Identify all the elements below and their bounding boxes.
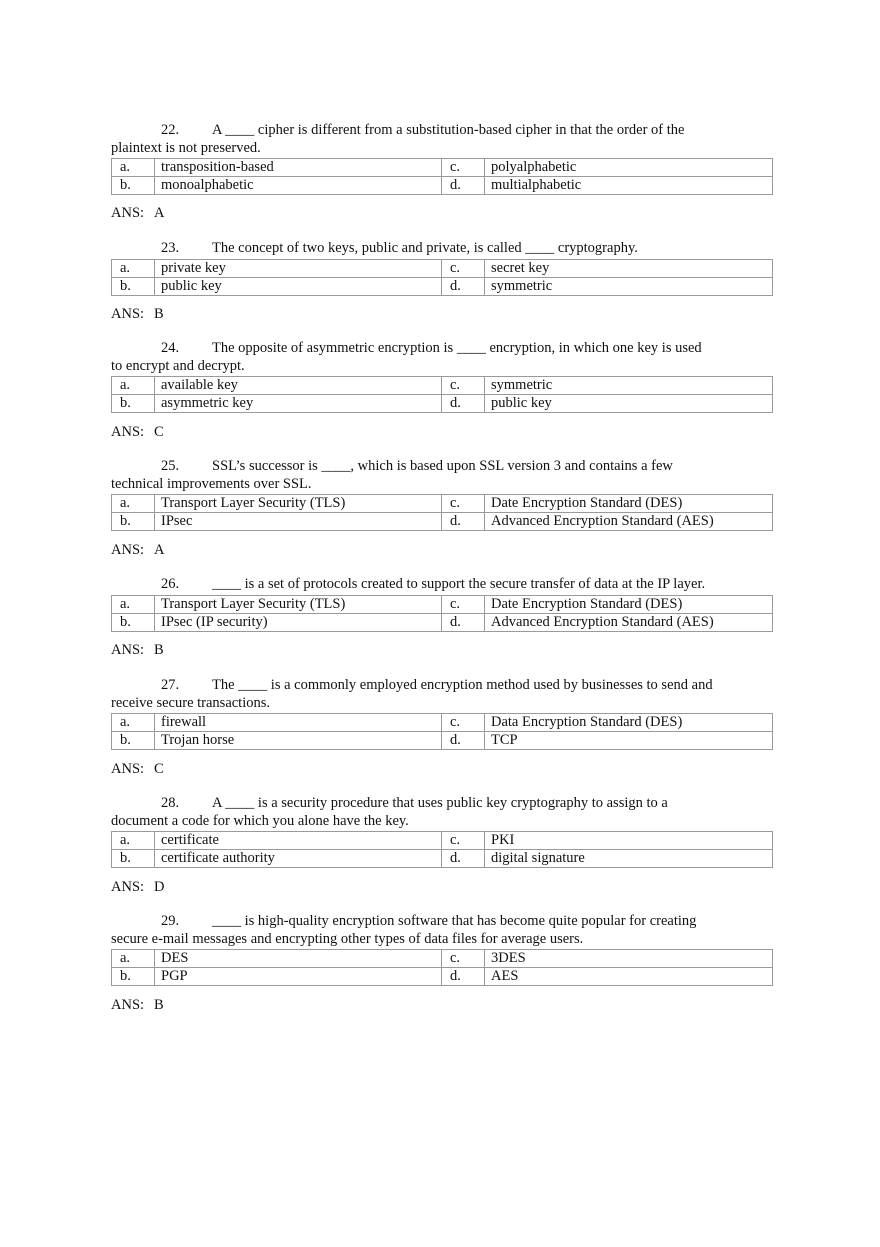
answer-label: ANS: [111,542,145,558]
answer-22 [111,204,164,222]
question-number: 27. [161,677,180,693]
option-text: public key [485,395,773,413]
option-text: certificate authority [155,850,442,868]
question-stem [111,677,772,712]
options-row [112,159,773,177]
answer-label: ANS: [111,205,145,221]
stem-line-1: SSL’s successor is ____, which is based upon SSL version 3 and contains a few [212,458,673,474]
stem-line-1: ____ is a set of protocols created to support the secure transfer of data at the IP layer. [212,576,706,592]
answer-label: ANS: [111,642,145,658]
option-letter: a. [112,832,155,850]
option-text: Advanced Encryption Standard (AES) [485,613,773,631]
stem-line-2: plaintext is not preserved. [111,139,261,156]
option-text: DES [155,950,442,968]
option-letter: c. [442,714,485,732]
option-letter: d. [442,513,485,531]
option-text: firewall [155,714,442,732]
answer-label: ANS: [111,761,145,777]
option-letter: b. [112,277,155,295]
options-row [112,495,773,513]
option-text: certificate [155,832,442,850]
option-text: Date Encryption Standard (DES) [485,595,773,613]
answer-29 [111,996,164,1014]
question-number: 24. [161,340,180,356]
question-stem [111,240,772,258]
option-text: digital signature [485,850,773,868]
option-text: Trojan horse [155,732,442,750]
option-letter: d. [442,277,485,295]
option-text: 3DES [485,950,773,968]
option-letter: c. [442,595,485,613]
question-28 [111,795,772,868]
question-26 [111,576,772,632]
stem-line-1: ____ is high-quality encryption software that has become quite popular for creating [212,913,697,929]
question-stem [111,795,772,830]
question-27 [111,677,772,750]
option-text: secret key [485,259,773,277]
answer-27 [111,760,164,778]
question-23 [111,240,772,296]
options-table [111,713,773,750]
answer-value: D [154,879,165,895]
stem-line-1: A ____ is a security procedure that uses public key cryptography to assign to a [212,795,668,811]
option-letter: d. [442,732,485,750]
question-stem [111,340,772,375]
option-letter: a. [112,259,155,277]
answer-value: C [154,761,164,777]
options-row [112,850,773,868]
answer-label: ANS: [111,306,145,322]
option-text: IPsec (IP security) [155,613,442,631]
options-row [112,513,773,531]
option-letter: a. [112,377,155,395]
stem-line-1: The opposite of asymmetric encryption is ____ encryption, in which one key is used [212,340,702,356]
option-letter: a. [112,159,155,177]
stem-line-2: secure e-mail messages and encrypting other types of data files for average users. [111,930,584,947]
stem-line-2: to encrypt and decrypt. [111,357,245,374]
question-stem [111,122,772,157]
options-table [111,831,773,868]
stem-line-2: document a code for which you alone have the key. [111,812,409,829]
options-row [112,595,773,613]
question-number: 26. [161,576,180,592]
option-text: PGP [155,968,442,986]
options-table [111,376,773,413]
option-text: monoalphabetic [155,177,442,195]
answer-label: ANS: [111,424,145,440]
answer-label: ANS: [111,879,145,895]
stem-line-2: technical improvements over SSL. [111,475,312,492]
option-text: polyalphabetic [485,159,773,177]
options-table [111,494,773,531]
option-letter: a. [112,714,155,732]
option-text: symmetric [485,277,773,295]
option-text: available key [155,377,442,395]
option-text: private key [155,259,442,277]
answer-value: B [154,997,164,1013]
option-text: PKI [485,832,773,850]
option-text: Transport Layer Security (TLS) [155,495,442,513]
option-text: asymmetric key [155,395,442,413]
options-row [112,277,773,295]
answer-24 [111,423,164,441]
stem-line-2: receive secure transactions. [111,694,271,711]
stem-line-1: A ____ cipher is different from a substitution-based cipher in that the order of the [212,122,685,138]
options-row [112,832,773,850]
option-text: multialphabetic [485,177,773,195]
question-number: 29. [161,913,180,929]
answer-25 [111,541,164,559]
option-letter: c. [442,495,485,513]
options-row [112,732,773,750]
option-letter: c. [442,259,485,277]
question-number: 28. [161,795,180,811]
option-text: IPsec [155,513,442,531]
option-letter: a. [112,495,155,513]
question-number: 23. [161,240,180,256]
question-22 [111,122,772,195]
option-text: symmetric [485,377,773,395]
question-stem [111,458,772,493]
options-row [112,259,773,277]
option-letter: b. [112,613,155,631]
option-letter: b. [112,968,155,986]
question-25 [111,458,772,531]
option-letter: a. [112,950,155,968]
option-letter: d. [442,177,485,195]
answer-label: ANS: [111,997,145,1013]
options-row [112,177,773,195]
options-row [112,395,773,413]
option-letter: a. [112,595,155,613]
option-text: Date Encryption Standard (DES) [485,495,773,513]
option-letter: c. [442,950,485,968]
answer-value: A [154,542,165,558]
question-number: 25. [161,458,180,474]
question-stem [111,913,772,948]
answer-value: B [154,306,164,322]
option-text: Data Encryption Standard (DES) [485,714,773,732]
question-24 [111,340,772,413]
option-letter: c. [442,159,485,177]
question-29 [111,913,772,986]
option-letter: b. [112,850,155,868]
answer-value: A [154,205,165,221]
options-table [111,595,773,632]
options-row [112,377,773,395]
options-row [112,968,773,986]
answer-26 [111,641,164,659]
option-letter: b. [112,177,155,195]
option-letter: c. [442,377,485,395]
options-table [111,949,773,986]
option-letter: b. [112,732,155,750]
stem-line-1: The concept of two keys, public and private, is called ____ cryptography. [212,240,638,256]
answer-value: B [154,642,164,658]
question-stem [111,576,772,594]
option-letter: d. [442,613,485,631]
question-number: 22. [161,122,180,138]
option-text: Transport Layer Security (TLS) [155,595,442,613]
option-letter: d. [442,850,485,868]
option-letter: d. [442,395,485,413]
option-text: TCP [485,732,773,750]
option-text: transposition-based [155,159,442,177]
options-table [111,158,773,195]
option-text: Advanced Encryption Standard (AES) [485,513,773,531]
stem-line-1: The ____ is a commonly employed encryption method used by businesses to send and [212,677,713,693]
answer-value: C [154,424,164,440]
answer-23 [111,305,164,323]
option-letter: d. [442,968,485,986]
options-row [112,950,773,968]
option-letter: b. [112,513,155,531]
options-row [112,714,773,732]
option-letter: b. [112,395,155,413]
option-letter: c. [442,832,485,850]
options-row [112,613,773,631]
option-text: AES [485,968,773,986]
option-text: public key [155,277,442,295]
answer-28 [111,878,164,896]
options-table [111,259,773,296]
